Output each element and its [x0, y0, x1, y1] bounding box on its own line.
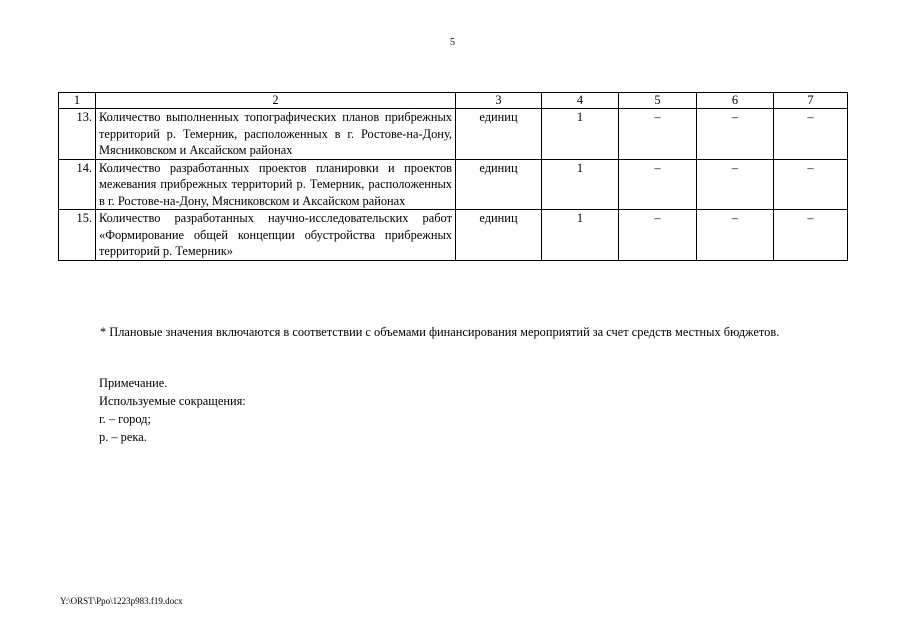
row-value-col5: – [619, 210, 697, 261]
column-header: 3 [456, 93, 542, 109]
table-row [59, 159, 848, 210]
row-value-col7: – [774, 159, 848, 210]
table-header-row [59, 93, 848, 109]
row-description: Количество выполненных топографических планов прибрежных территорий р. Темерник, расположенных в г. Ростове-на-Дону, Мясниковском и Аксайском районах [96, 109, 456, 160]
table-row [59, 210, 848, 261]
row-value-col6: – [697, 210, 774, 261]
note-block [99, 374, 246, 446]
row-value-col4: 1 [542, 210, 619, 261]
row-number: 15. [59, 210, 96, 261]
row-value-col6: – [697, 109, 774, 160]
column-header: 2 [96, 93, 456, 109]
table-row [59, 109, 848, 160]
abbreviation-item: г. – город; [99, 412, 151, 426]
column-header: 7 [774, 93, 848, 109]
row-description: Количество разработанных научно-исследовательских работ «Формирование общей концепции обустройства прибрежных территорий р. Темерник» [96, 210, 456, 261]
row-value-col5: – [619, 159, 697, 210]
row-unit: единиц [456, 210, 542, 261]
page-number: 5 [450, 37, 455, 48]
row-unit: единиц [456, 159, 542, 210]
row-value-col5: – [619, 109, 697, 160]
abbreviation-item: р. – река. [99, 430, 147, 444]
column-header: 4 [542, 93, 619, 109]
column-header: 6 [697, 93, 774, 109]
column-header: 1 [59, 93, 96, 109]
file-path: Y:\ORST\Ppo\1223p983.f19.docx [60, 596, 183, 606]
footnote: * Плановые значения включаются в соответствии с объемами финансирования мероприятий за счет средств местных бюджетов. [100, 325, 780, 339]
row-number: 13. [59, 109, 96, 160]
column-header: 5 [619, 93, 697, 109]
note-subtitle: Используемые сокращения: [99, 394, 246, 408]
row-value-col7: – [774, 210, 848, 261]
row-value-col6: – [697, 159, 774, 210]
indicators-table [58, 92, 848, 261]
row-description: Количество разработанных проектов планировки и проектов межевания прибрежных территорий р. Темерник, расположенных в г. Ростове-на-Дону, Мясниковском и Аксайском районах [96, 159, 456, 210]
note-title: Примечание. [99, 376, 168, 390]
row-number: 14. [59, 159, 96, 210]
row-value-col4: 1 [542, 159, 619, 210]
row-value-col7: – [774, 109, 848, 160]
row-unit: единиц [456, 109, 542, 160]
row-value-col4: 1 [542, 109, 619, 160]
